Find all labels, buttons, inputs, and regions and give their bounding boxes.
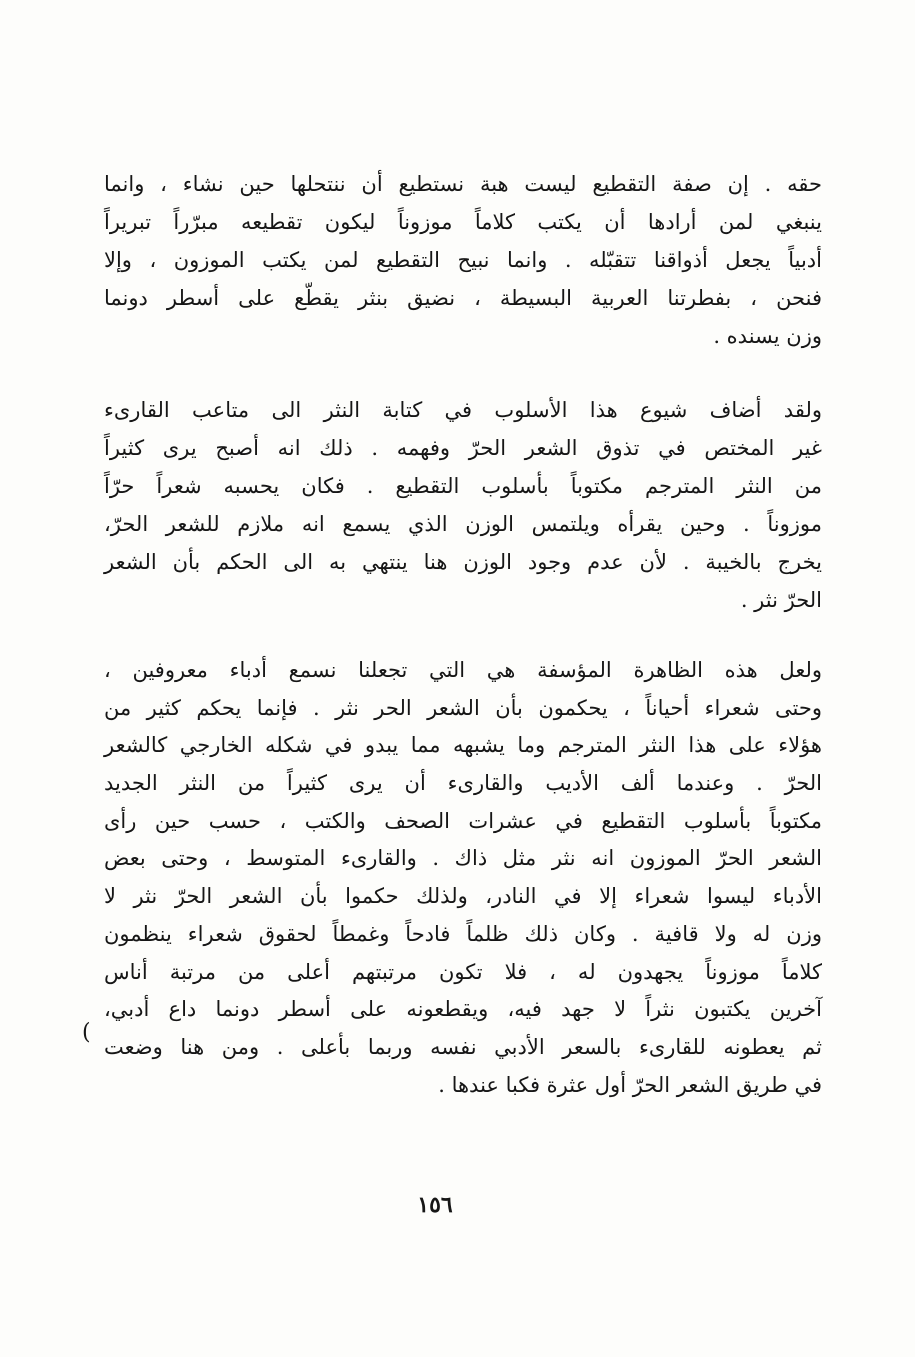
margin-mark: (	[82, 1020, 91, 1045]
text-line: الشعر الحرّ الموزون انه نثر مثل ذاك . والقارىء المتوسط ، وحتى بعض	[104, 846, 822, 871]
text-line: ينبغي لمن أرادها أن يكتب كلاماً موزوناً ليكون تقطيعه مبرّراً تبريراً	[104, 210, 822, 234]
text-line: ولقد أضاف شيوع هذا الأسلوب في كتابة النثر الى متاعب القارىء	[104, 398, 822, 422]
text-line: في طريق الشعر الحرّ أول عثرة فكبا عندها .	[438, 1072, 822, 1097]
text-line: الحرّ . وعندما ألف الأديب والقارىء أن يرى كثيراً من النثر الجديد	[104, 771, 822, 796]
paragraph-1	[104, 165, 822, 355]
text-line: هؤلاء على هذا النثر المترجم وما يشبهه مما يبدو في شكله الخارجي كالشعر	[104, 733, 822, 758]
paragraph-2	[104, 391, 822, 619]
text-line: مكتوباً بأسلوب التقطيع في عشرات الصحف والكتب ، حسب حين رأى	[104, 808, 822, 833]
text-line: فنحن ، بفطرتنا العربية البسيطة ، نضيق بنثر يقطّع على أسطر دونما	[104, 286, 822, 310]
text-line: موزوناً . وحين يقرأه ويلتمس الوزن الذي يسمع انه ملازم للشعر الحرّ،	[104, 512, 822, 536]
text-line: وزن له ولا قافية . وكان ذلك ظلماً فادحاً وغمطاً لحقوق شعراء ينظمون	[104, 921, 822, 946]
text-line: من النثر المترجم مكتوباً بأسلوب التقطيع . فكان يحسبه شعراً حرّاً	[104, 474, 822, 498]
text-line: كلاماً موزوناً يجهدون له ، فلا تكون مرتبتهم أعلى من مرتبة أناس	[104, 959, 822, 984]
text-line: ولعل هذه الظاهرة المؤسفة هي التي تجعلنا نسمع أدباء معروفين ،	[104, 658, 822, 682]
text-line: الأدباء ليسوا شعراء إلا في النادر، ولذلك حكموا بأن الشعر الحرّ نثر لا	[104, 884, 822, 909]
text-line: يخرج بالخيبة . لأن عدم وجود الوزن هنا ينتهي به الى الحكم بأن الشعر	[104, 550, 822, 574]
text-line: غير المختص في تذوق الشعر الحرّ وفهمه . ذلك انه أصبح يرى كثيراً	[104, 436, 822, 460]
page-number: ١٥٦	[417, 1192, 453, 1218]
text-line: وزن يسنده .	[713, 324, 822, 348]
text-line: أدبياً يجعل أذواقنا تتقبّله . وانما نبيح التقطيع لمن يكتب الموزون ، وإلا	[104, 248, 822, 272]
paragraph-3	[104, 652, 822, 1104]
text-line: الحرّ نثر .	[740, 588, 822, 612]
text-line: وحتى شعراء أحياناً ، يحكمون بأن الشعر الحر نثر . فإنما يحكم كثير من	[104, 695, 822, 720]
text-line: حقه . إن صفة التقطيع ليست هبة نستطيع أن ننتحلها حين نشاء ، وانما	[104, 172, 822, 196]
text-line: ثم يعطونه للقارىء بالسعر الأدبي نفسه وربما بأعلى . ومن هنا وضعت	[104, 1034, 822, 1059]
text-line: آخرين يكتبون نثراً لا جهد فيه، ويقطعونه على أسطر دونما داع أدبي،	[104, 997, 822, 1022]
